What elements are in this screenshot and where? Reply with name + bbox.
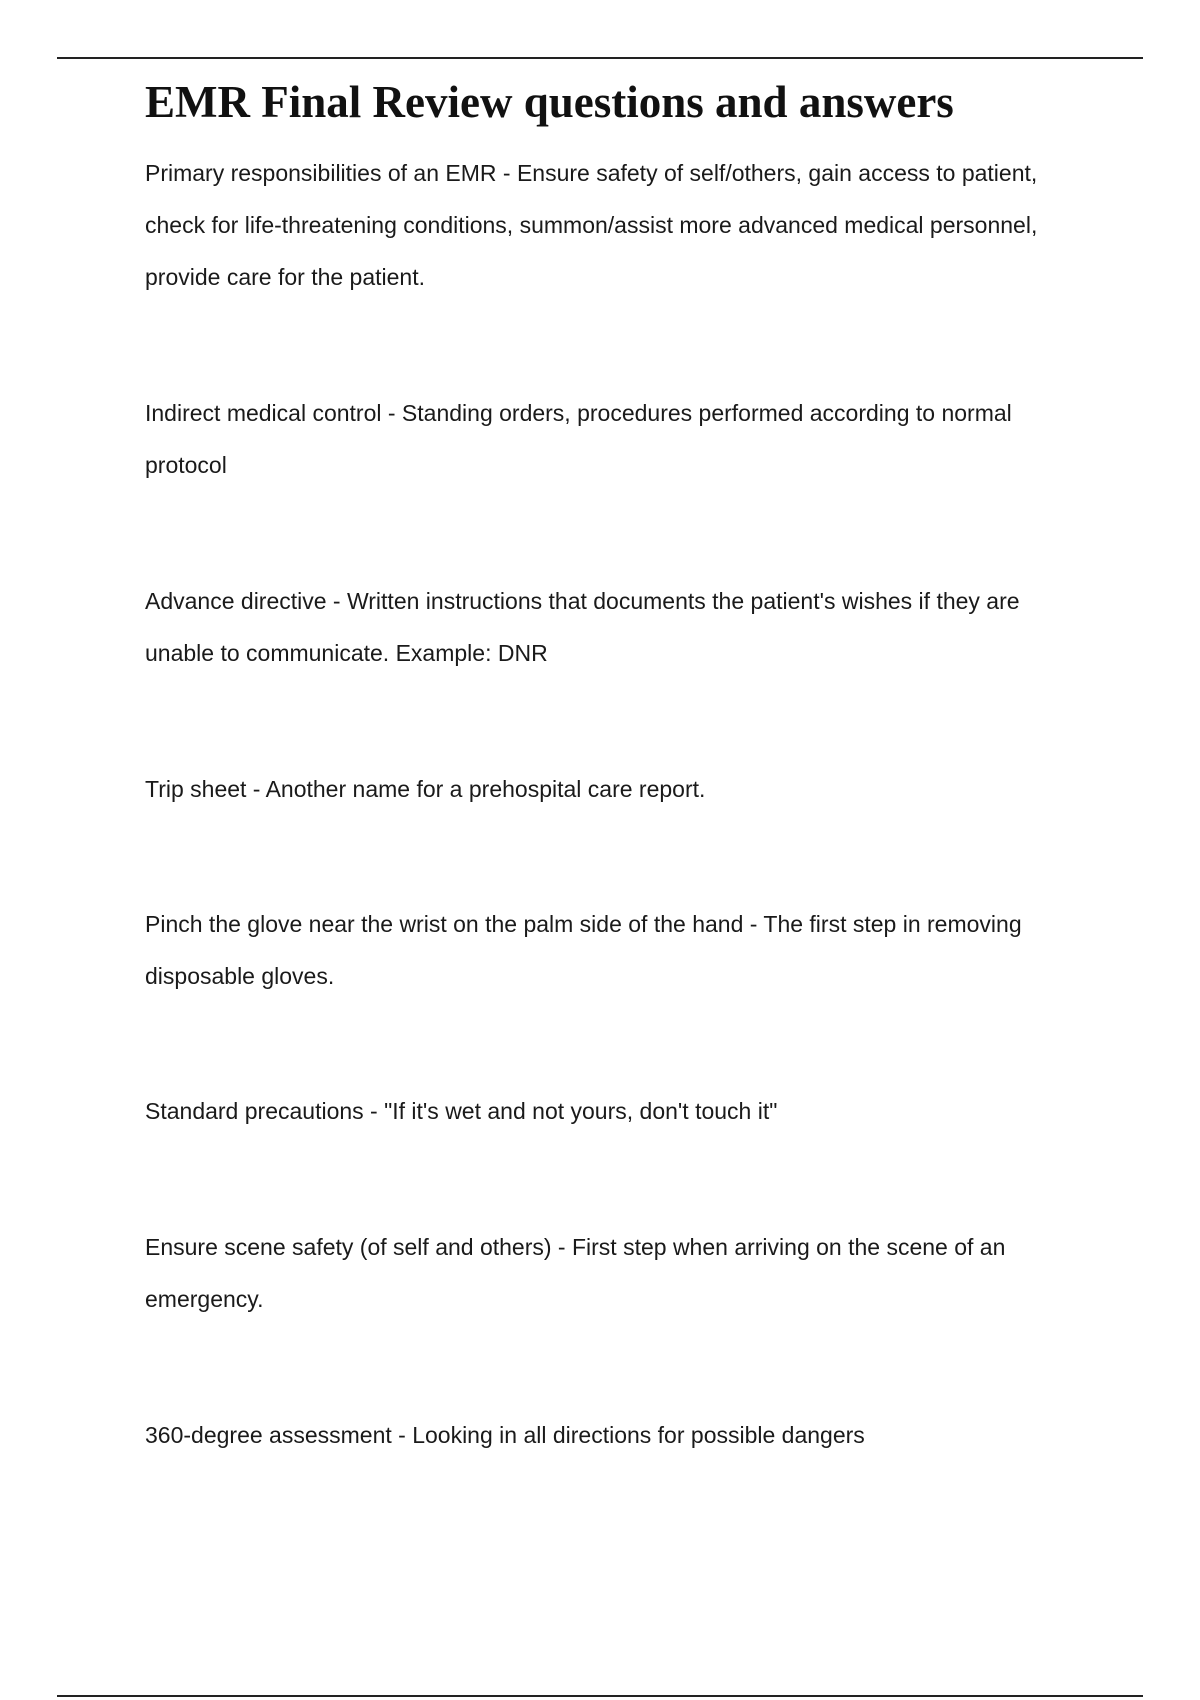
qa-entry-advance-directive: Advance directive - Written instructions that documents the patient's wishes if they are unable to communicate. Example: DNR — [145, 588, 1020, 666]
qa-entry-trip-sheet: Trip sheet - Another name for a prehospital care report. — [145, 776, 706, 802]
qa-entry-indirect-medical-control: Indirect medical control - Standing orders, procedures performed according to normal protocol — [145, 400, 1012, 478]
top-divider — [57, 57, 1143, 59]
qa-entry-standard-precautions: Standard precautions - "If it's wet and not yours, don't touch it" — [145, 1098, 778, 1124]
qa-entry-primary-responsibilities: Primary responsibilities of an EMR - Ensure safety of self/others, gain access to patient, check for life-threatening conditions, summon/assist more advanced medical personnel, provide care for the patient. — [145, 160, 1038, 290]
qa-entry-360-assessment: 360-degree assessment - Looking in all directions for possible dangers — [145, 1422, 865, 1448]
qa-entry-scene-safety: Ensure scene safety (of self and others) - First step when arriving on the scene of an emergency. — [145, 1234, 1006, 1312]
qa-entry-glove-removal: Pinch the glove near the wrist on the palm side of the hand - The first step in removing disposable gloves. — [145, 911, 1022, 989]
page-title: EMR Final Review questions and answers — [145, 77, 954, 127]
bottom-divider — [57, 1695, 1143, 1697]
